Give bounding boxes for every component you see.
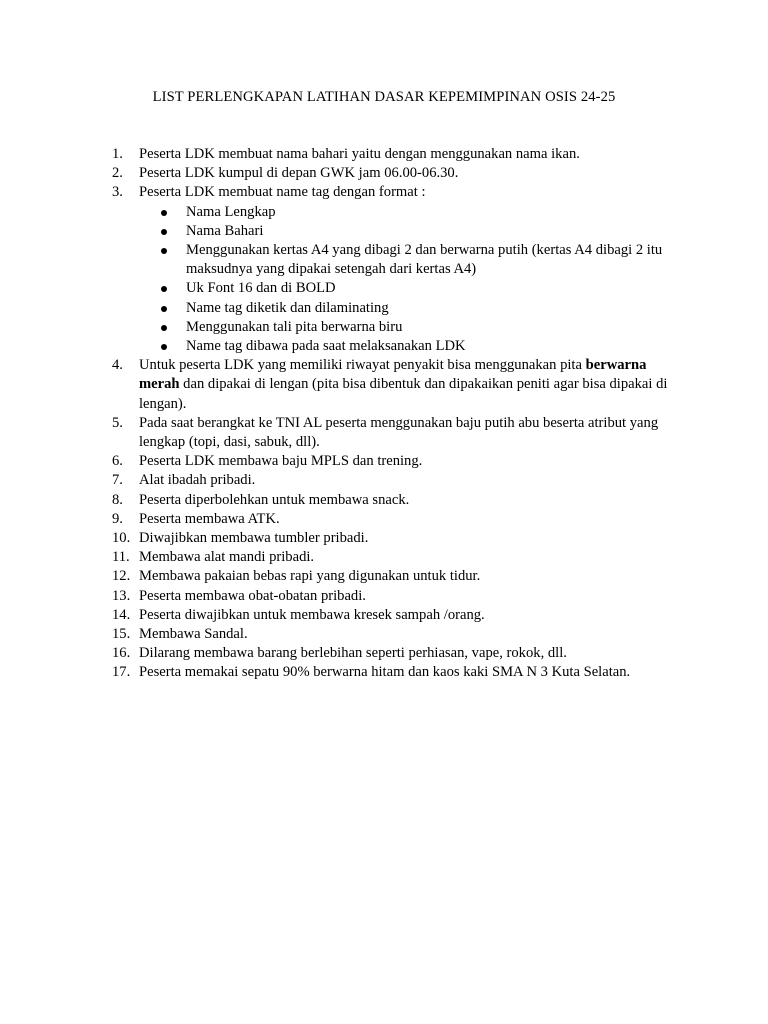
list-number: 2.	[112, 165, 123, 182]
list-item-text: Dilarang membawa barang berlebihan seperti perhiasan, vape, rokok, dll.	[139, 645, 567, 662]
list-item	[0, 663, 768, 682]
list-item	[0, 510, 768, 529]
list-number: 5.	[112, 414, 123, 431]
list-item-text: Peserta LDK kumpul di depan GWK jam 06.00-06.30.	[139, 165, 459, 182]
list-item	[0, 145, 768, 164]
list-item	[0, 644, 768, 663]
name-tag-format-list	[139, 203, 680, 357]
list-number: 11.	[112, 549, 130, 566]
list-item	[0, 471, 768, 490]
list-item-text: Peserta LDK membawa baju MPLS dan trening.	[139, 453, 423, 470]
list-number: 4.	[112, 357, 123, 374]
list-item	[0, 491, 768, 510]
list-item-text: Peserta membawa ATK.	[139, 510, 280, 527]
bullet-item	[139, 222, 680, 241]
bullet-icon	[161, 229, 167, 235]
list-number: 8.	[112, 491, 123, 508]
list-number: 3.	[112, 184, 123, 201]
list-number: 14.	[112, 606, 131, 623]
list-number: 10.	[112, 530, 131, 547]
bullet-item	[139, 203, 680, 222]
list-item-text: Pada saat berangkat ke TNI AL peserta menggunakan baju putih abu beserta atribut yang lengkap (topi, dasi, sabuk, dll).	[139, 414, 659, 451]
list-item	[0, 183, 768, 356]
list-item-text: Peserta diwajibkan untuk membawa kresek sampah /orang.	[139, 606, 485, 623]
list-item	[0, 356, 768, 414]
bullet-icon	[161, 286, 167, 292]
list-number: 12.	[112, 568, 131, 585]
list-item-text: Membawa pakaian bebas rapi yang digunakan untuk tidur.	[139, 568, 481, 585]
bullet-item-text: Uk Font 16 dan di BOLD	[186, 280, 336, 297]
list-item	[0, 529, 768, 548]
bullet-icon	[161, 344, 167, 350]
bullet-item-text: Menggunakan kertas A4 yang dibagi 2 dan berwarna putih (kertas A4 dibagi 2 itu maksudnya yang dipakai setengah dari kertas A4)	[186, 242, 663, 278]
list-item-text: Alat ibadah pribadi.	[139, 472, 256, 489]
list-item-text: Untuk peserta LDK yang memiliki riwayat penyakit bisa menggunakan pita	[139, 357, 586, 374]
list-item-text: Peserta LDK membuat nama bahari yaitu dengan menggunakan nama ikan.	[139, 146, 580, 162]
list-number: 13.	[112, 587, 131, 604]
list-item-text: Diwajibkan membawa tumbler pribadi.	[139, 530, 369, 547]
list-item-bold-text: berwarna merah	[139, 357, 647, 393]
list-item	[0, 567, 768, 586]
list-item	[0, 587, 768, 606]
bullet-item	[139, 299, 680, 318]
bullet-item-text: Nama Lengkap	[186, 203, 276, 220]
list-item	[0, 548, 768, 567]
list-number: 9.	[112, 510, 123, 527]
list-number: 1.	[112, 146, 123, 162]
bullet-icon	[161, 210, 167, 216]
list-item	[0, 625, 768, 644]
list-number: 7.	[112, 472, 123, 489]
bullet-item-text: Menggunakan tali pita berwarna biru	[186, 318, 403, 335]
list-item-text: Peserta LDK membuat name tag dengan format :	[139, 184, 426, 201]
bullet-icon	[161, 248, 167, 254]
document-title: LIST PERLENGKAPAN LATIHAN DASAR KEPEMIMPINAN OSIS 24-25	[152, 89, 616, 105]
bullet-icon	[161, 325, 167, 331]
bullet-item	[139, 318, 680, 337]
list-item-text: Peserta diperbolehkan untuk membawa snack.	[139, 491, 410, 508]
bullet-icon	[161, 306, 167, 312]
list-item	[0, 164, 768, 183]
list-item-text: dan dipakai di lengan (pita bisa dibentuk dan dipakaikan peniti agar bisa dipakai di lengan).	[139, 376, 668, 412]
list-number: 16.	[112, 645, 131, 662]
list-item-text: Peserta membawa obat-obatan pribadi.	[139, 587, 366, 604]
list-item-text: Membawa alat mandi pribadi.	[139, 549, 315, 566]
equipment-list	[0, 145, 768, 683]
bullet-item-text: Name tag diketik dan dilaminating	[186, 299, 389, 316]
bullet-item-text: Nama Bahari	[186, 222, 264, 239]
list-item-text: Peserta memakai sepatu 90% berwarna hitam dan kaos kaki SMA N 3 Kuta Selatan.	[139, 664, 631, 681]
bullet-item	[139, 279, 680, 298]
list-number: 15.	[112, 626, 131, 643]
list-item	[0, 606, 768, 625]
list-number: 17.	[112, 664, 131, 681]
bullet-item-text: Name tag dibawa pada saat melaksanakan LDK	[186, 338, 466, 355]
list-item	[0, 452, 768, 471]
bullet-item	[139, 337, 680, 356]
list-item-text: Membawa Sandal.	[139, 626, 248, 643]
list-item	[0, 414, 768, 452]
list-number: 6.	[112, 453, 123, 470]
bullet-item	[139, 241, 680, 279]
